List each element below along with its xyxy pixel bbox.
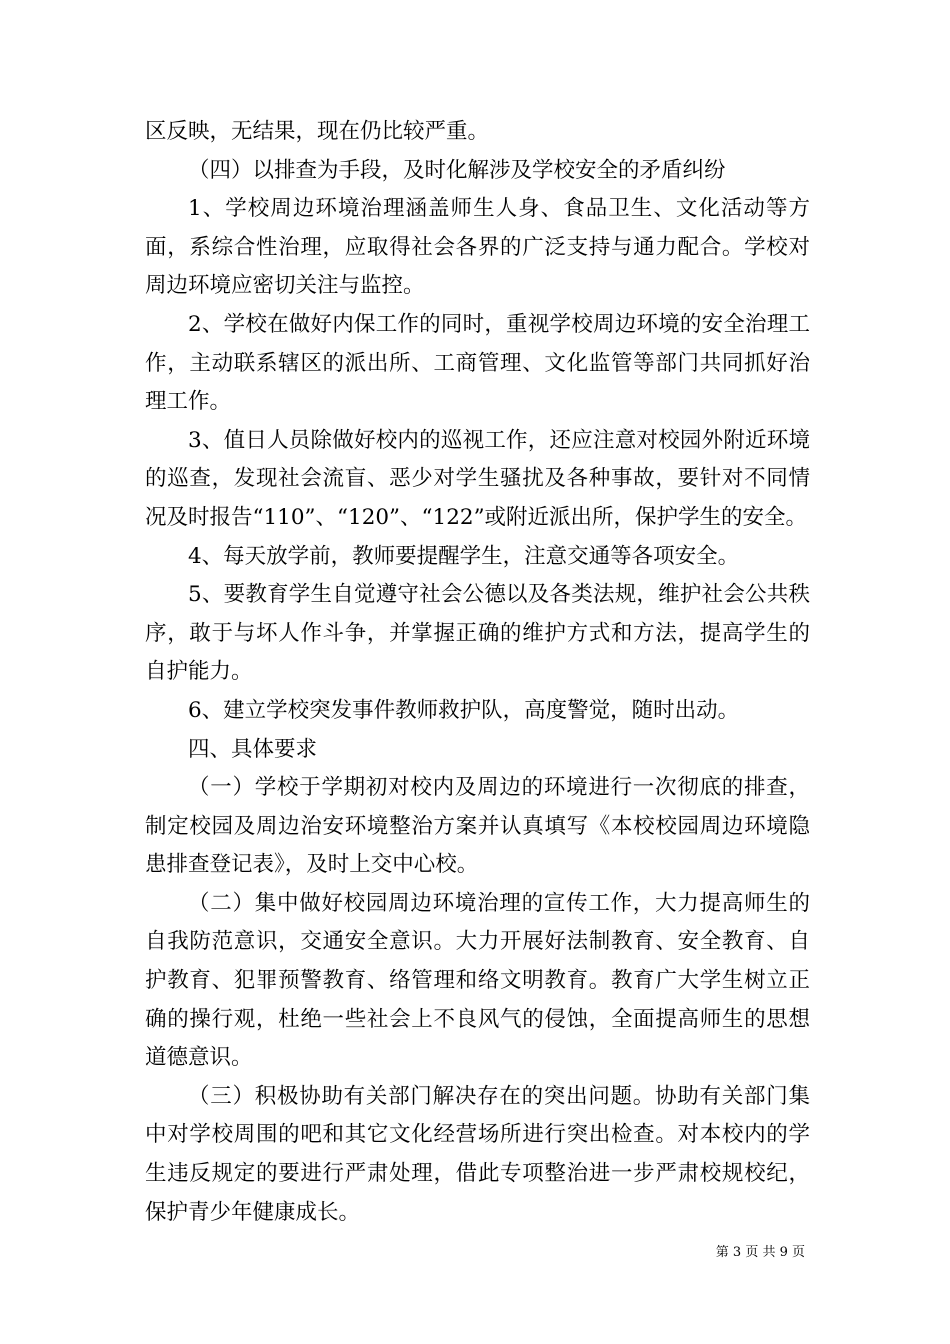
paragraph-3: 1、学校周边环境治理涵盖师生人身、食品卫生、文化活动等方面，系综合性治理，应取得社会各界的广泛支持与通力配合。学校对周边环境应密切关注与监控。 [145, 196, 810, 299]
section-heading-requirements: 四、具体要求 [188, 736, 318, 762]
paragraph-4: 2、学校在做好内保工作的同时，重视学校周边环境的安全治理工作，主动联系辖区的派出所、工商管理、文化监管等部门共同抓好治理工作。 [145, 311, 810, 415]
paragraph-6: 4、每天放学前，教师要提醒学生，注意交通等各项安全。 [188, 543, 740, 569]
document-body [145, 113, 810, 1232]
paragraph-11: （二）集中做好校园周边环境治理的宣传工作，大力提高师生的自我防范意识，交通安全意识。大力开展好法制教育、安全教育、自护教育、犯罪预警教育、络管理和络文明教育。教育广大学生树立正确的操行观，杜绝一些社会上不良风气的侵蚀，全面提高师生的思想道德意识。 [145, 890, 810, 1071]
paragraph-5: 3、值日人员除做好校内的巡视工作，还应注意对校园外附近环境的巡查，发现社会流盲、恶少对学生骚扰及各种事故，要针对不同情况及时报告“110”、“120”、“122”或附近派出所，保护学生的安全。 [145, 427, 810, 530]
paragraph-10: （一）学校于学期初对校内及周边的环境进行一次彻底的排查，制定校园及周边治安环境整治方案并认真填写《本校校园周边环境隐患排查登记表》，及时上交中心校。 [145, 775, 810, 878]
paragraph-1: 区反映，无结果，现在仍比较严重。 [145, 119, 490, 144]
paragraph-12: （三）积极协助有关部门解决存在的突出问题。协助有关部门集中对学校周围的吧和其它文化经营场所进行突出检查。对本校内的学生违反规定的要进行严肃处理，借此专项整治进一步严肃校规校纪，保护青少年健康成长。 [145, 1083, 810, 1225]
paragraph-8: 6、建立学校突发事件教师救护队，高度警觉，随时出动。 [188, 697, 740, 723]
paragraph-7: 5、要教育学生自觉遵守社会公德以及各类法规，维护社会公共秩序，敢于与坏人作斗争，并掌握正确的维护方式和方法，提高学生的自护能力。 [145, 582, 810, 685]
paragraph-2-heading: （四）以排查为手段，及时化解涉及学校安全的矛盾纠纷 [188, 157, 726, 183]
page-number-footer: 第 3 页 共 9 页 [715, 1245, 805, 1260]
